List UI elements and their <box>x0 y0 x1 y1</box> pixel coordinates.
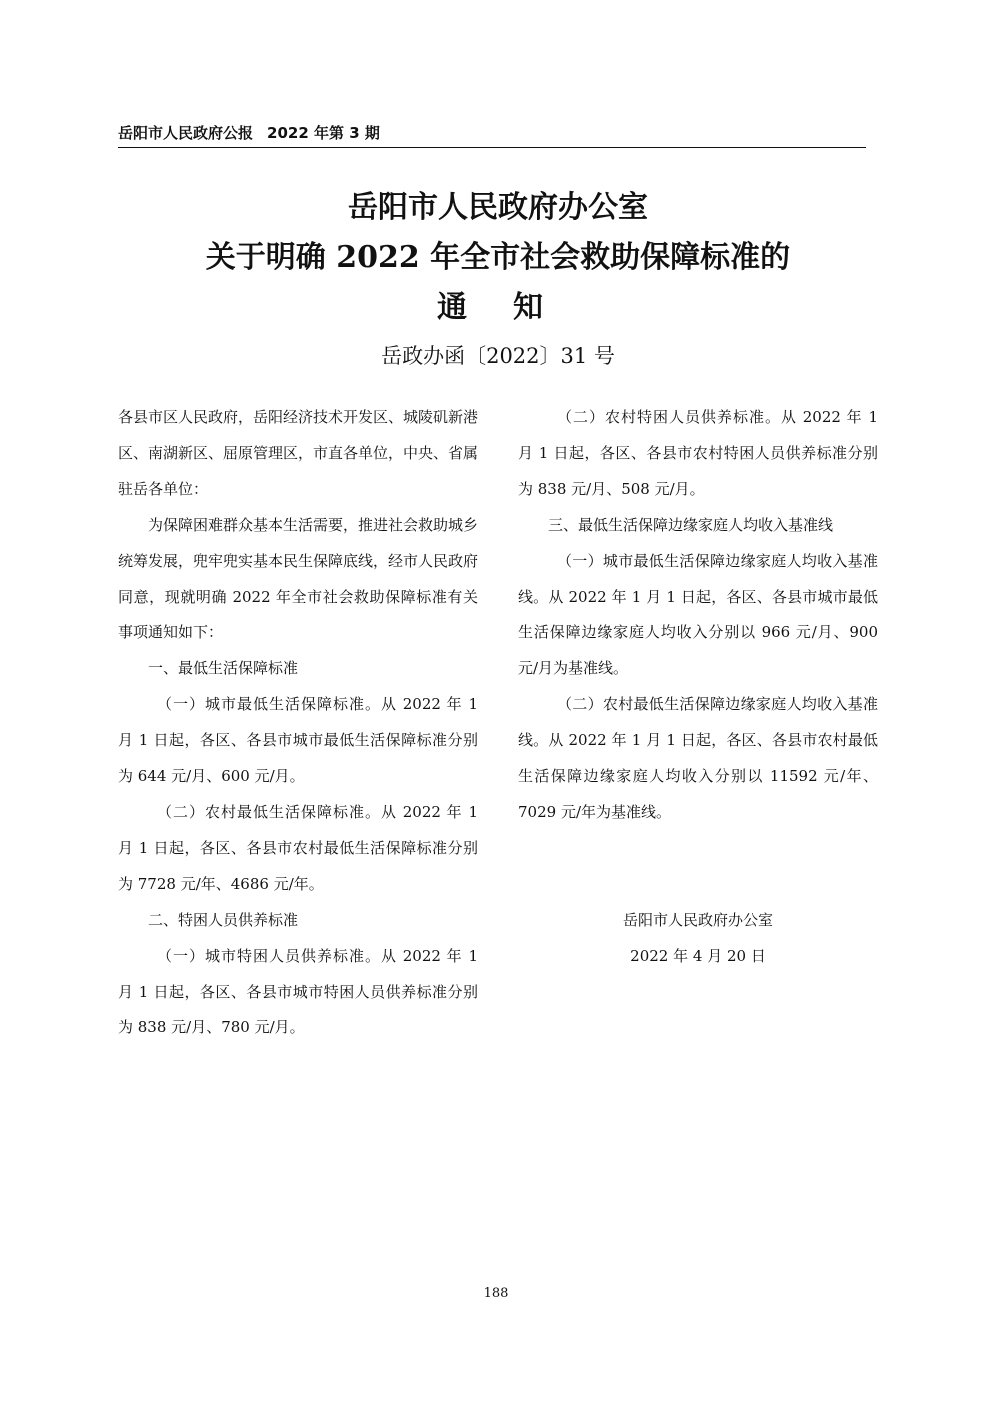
right-column <box>518 400 878 975</box>
signature-spacer <box>518 831 878 903</box>
signature-date: 2022 年 4 月 20 日 <box>630 946 766 965</box>
section-3-item-1: （一）城市最低生活保障边缘家庭人均收入基准线。从 2022 年 1 月 1 日起，各区、各县市城市最低生活保障边缘家庭人均收入分别以 966 元/月、900 元/月为基准线。 <box>518 551 878 678</box>
document-number: 岳政办函〔2022〕31 号 <box>381 344 615 368</box>
signature-org: 岳阳市人民政府办公室 <box>622 910 773 929</box>
document-title <box>118 183 878 333</box>
section-1-item-2: （二）农村最低生活保障标准。从 2022 年 1 月 1 日起，各区、各县市农村最低生活保障标准分别为 7728 元/年、4686 元/年。 <box>118 802 478 893</box>
section-1-item-1: （一）城市最低生活保障标准。从 2022 年 1 月 1 日起，各区、各县市城市最低生活保障标准分别为 644 元/月、600 元/月。 <box>118 695 478 786</box>
section-3-item-2: （二）农村最低生活保障边缘家庭人均收入基准线。从 2022 年 1 月 1 日起，各区、各县市农村最低生活保障边缘家庭人均收入分别以 11592 元/年、7029 元/年为基准线。 <box>518 695 878 821</box>
section-2-item-1: （一）城市特困人员供养标准。从 2022 年 1 月 1 日起，各区、各县市城市特困人员供养标准分别为 838 元/月、780 元/月。 <box>118 946 478 1037</box>
issue-label: 2022 年第 3 期 <box>267 124 380 142</box>
title-line-1: 岳阳市人民政府办公室 <box>348 190 648 225</box>
intro-paragraph: 为保障困难群众基本生活需要，推进社会救助城乡统筹发展，兜牢兜实基本民生保障底线，经市人民政府同意，现就明确 2022 年全市社会救助保障标准有关事项通知如下： <box>118 515 479 642</box>
section-3-heading: 三、最低生活保障边缘家庭人均收入基准线 <box>548 515 834 534</box>
running-header <box>118 120 866 148</box>
left-column <box>118 400 478 1046</box>
section-2-heading: 二、特困人员供养标准 <box>148 910 299 929</box>
section-2-item-2: （二）农村特困人员供养标准。从 2022 年 1 月 1 日起，各区、各县市农村特困人员供养标准分别为 838 元/月、508 元/月。 <box>518 408 878 498</box>
page-number: 188 <box>483 1286 509 1301</box>
publication-name: 岳阳市人民政府公报 <box>118 124 254 142</box>
addressee: 各县市区人民政府，岳阳经济技术开发区、城陵矶新港区、南湖新区、屈原管理区，市直各单位，中央、省属驻岳各单位： <box>118 408 479 498</box>
section-1-heading: 一、最低生活保障标准 <box>148 659 299 678</box>
title-line-2: 关于明确 2022 年全市社会救助保障标准的 <box>205 240 791 275</box>
title-line-3: 通知 <box>437 290 589 325</box>
